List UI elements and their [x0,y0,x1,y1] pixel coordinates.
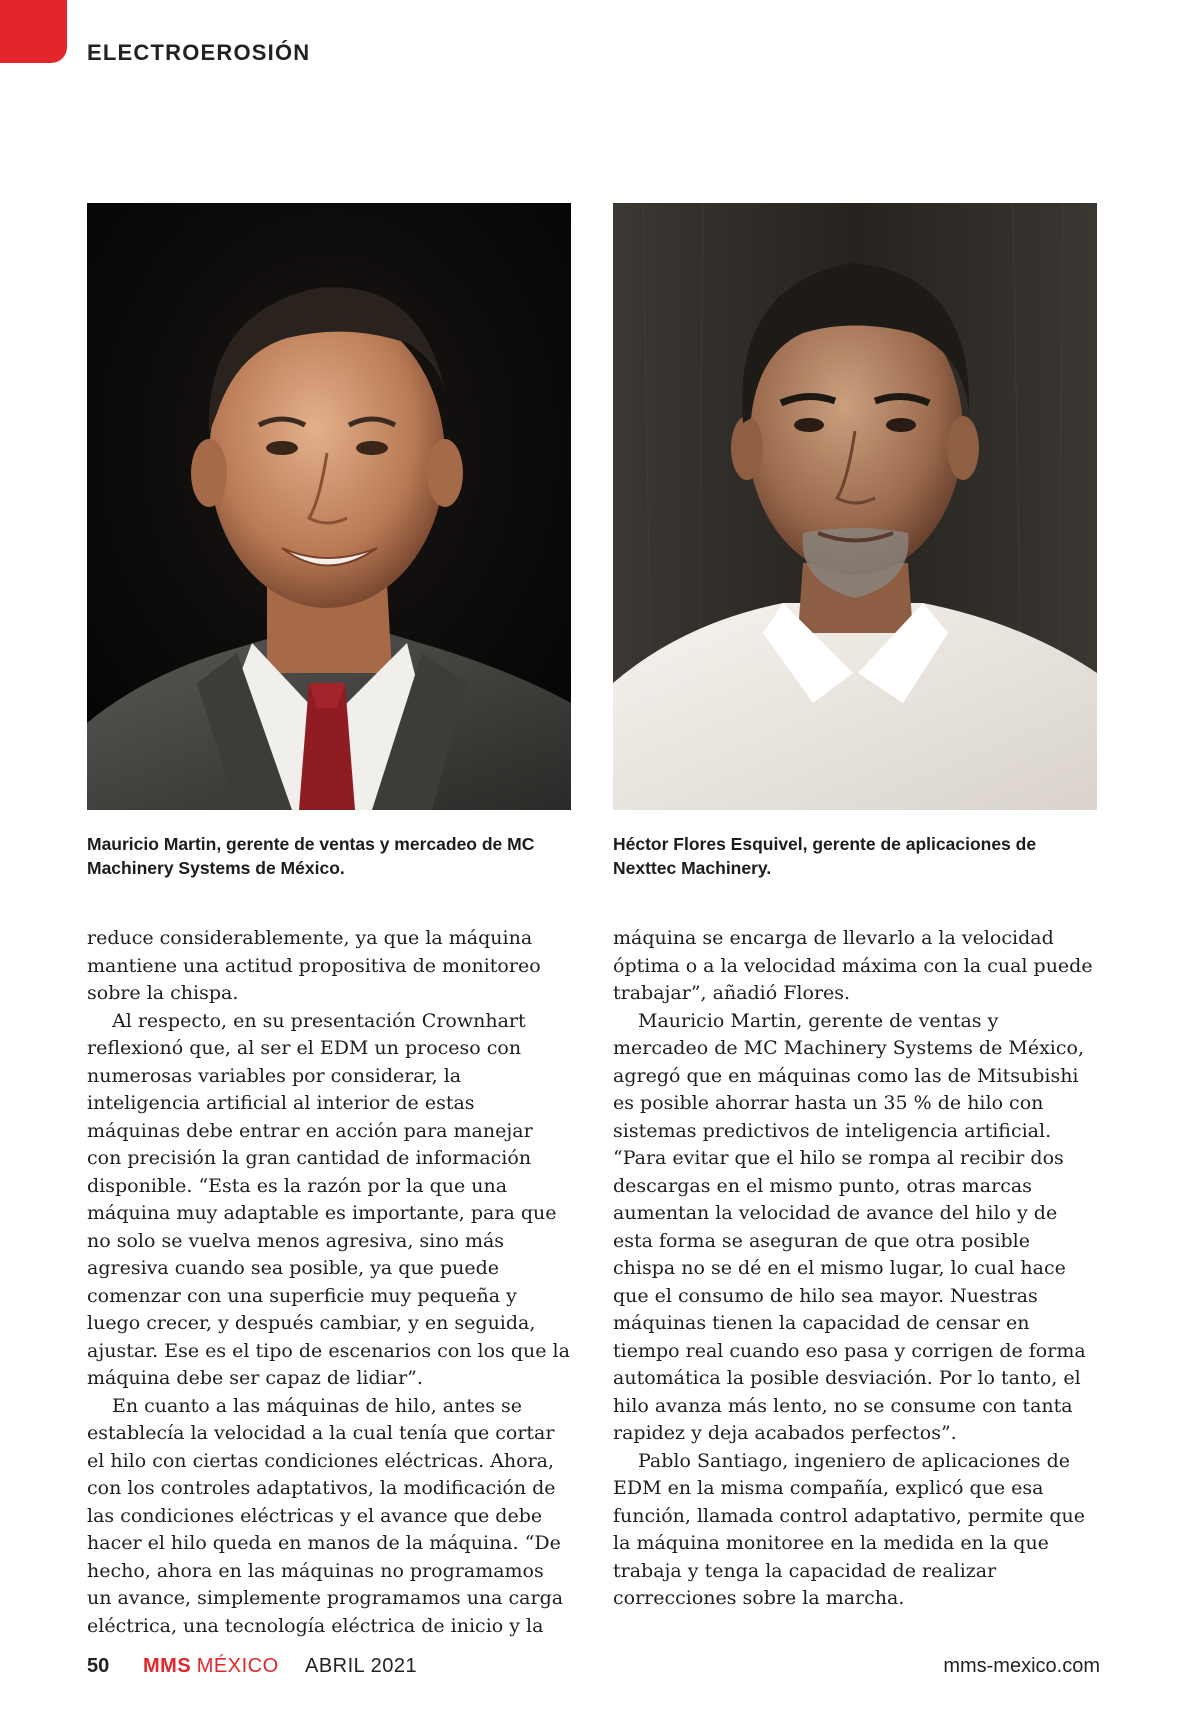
paragraph: Al respecto, en su presentación Crownhart reflexionó que, al ser el EDM un proceso con numerosas variables por considerar, la inteligencia artificial al interior de estas máquinas debe entrar en acción para manejar con precisión la gran cantidad de información disponible. “Esta es la razón por la que una máquina muy adaptable es importante, para que no solo se vuelva menos agresiva, sino más agresiva cuando sea posible, ya que puede comenzar con una superficie muy pequeña y luego crecer, y después cambiar, y en seguida, ajustar. Ese es el tipo de escenarios con los que la máquina debe ser capaz de lidiar”. [87,1009,570,1389]
section-color-tab [0,0,67,63]
paragraph: Mauricio Martin, gerente de ventas y mercadeo de MC Machinery Systems de México, agregó que en máquinas como las de Mitsubishi es posible ahorrar hasta un 35 % de hilo con sistemas predictivos de inteligencia artificial. “Para evitar que el hilo se rompa al recibir dos descargas en el mismo punto, otras marcas aumentan la velocidad de avance del hilo y de esta forma se aseguran de que otra posible chispa no se dé en el mismo lugar, lo cual hace que el consumo de hilo sea mayor. Nuestras máquinas tienen la capacidad de censar en tiempo real cuando eso pasa y corrigen de forma automática la posible desviación. Por lo tanto, el hilo avanza más lento, no se consume con tanta rapidez y deja acabados perfectos”. [613,1009,1086,1444]
magazine-name [143,1655,279,1678]
issue-date: ABRIL 2021 [305,1655,418,1677]
paragraph: En cuanto a las máquinas de hilo, antes se establecía la velocidad a la cual tenía que cortar el hilo con ciertas condiciones eléctricas. Ahora, con los controles adaptativos, la modificación de las condiciones eléctricas y el avance que debe hacer el hilo queda en manos de la máquina. “De hecho, ahora en las máquinas no programamos un avance, simplemente programamos una carga eléctrica, una tecnología eléctrica de inicio y la [87,1394,564,1637]
paragraph: reduce considerablemente, ya que la máquina mantiene una actitud propositiva de monitoreo sobre la chispa. [87,927,541,1004]
magazine-country: MÉXICO [196,1655,279,1677]
paragraph: máquina se encarga de llevarlo a la velocidad óptima o a la velocidad máxima con la cual puede trabajar”, añadió Flores. [613,927,1093,1004]
page-footer [87,1655,1100,1685]
paragraph: Pablo Santiago, ingeniero de aplicaciones de EDM en la misma compañía, explicó que esa función, llamada control adaptativo, permite que la máquina monitoree en la medida en la que trabaja y tenga la capacidad de realizar correcciones sobre la marcha. [613,1449,1085,1609]
article-column-right [613,925,1097,1613]
photo-caption-right: Héctor Flores Esquivel, gerente de aplicaciones de Nexttec Machinery. [613,834,1037,878]
photo-mauricio-martin [87,203,571,810]
magazine-brand: MMS [143,1655,192,1677]
section-label: ELECTROEROSIÓN [87,40,311,65]
article-column-left [87,925,571,1640]
photo-caption-left: Mauricio Martin, gerente de ventas y mercadeo de MC Machinery Systems de México. [87,834,535,878]
page-number: 50 [87,1655,110,1677]
website-url: mms-mexico.com [943,1655,1100,1677]
photo-hector-flores [613,203,1097,810]
